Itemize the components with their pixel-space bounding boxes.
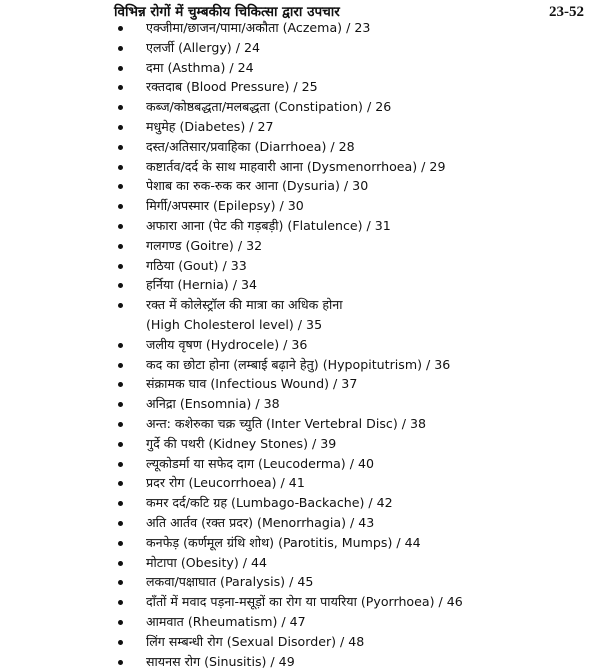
entry-text: संक्रामक घाव (Infectious Wound) / 37	[146, 374, 357, 394]
entry-text: मधुमेह (Diabetes) / 27	[146, 117, 274, 137]
entry-text: जलीय वृषण (Hydrocele) / 36	[146, 335, 307, 355]
entry-text: एक्जीमा/छाजन/पामा/अकौता (Aczema) / 23	[146, 18, 370, 38]
entry-text: लिंग सम्बन्धी रोग (Sexual Disorder) / 48	[146, 632, 364, 652]
contents-entry	[0, 58, 600, 78]
page-range: 23-52	[549, 3, 584, 21]
contents-entry	[0, 572, 600, 592]
bullet-icon	[118, 521, 123, 526]
contents-entry	[0, 533, 600, 553]
contents-entry	[0, 256, 600, 276]
contents-entry	[0, 196, 600, 216]
bullet-icon	[118, 303, 123, 308]
contents-entry	[0, 236, 600, 256]
bullet-icon	[118, 561, 123, 566]
bullet-icon	[118, 501, 123, 506]
entry-text: हर्निया (Hernia) / 34	[146, 275, 257, 295]
contents-entry	[0, 137, 600, 157]
bullet-icon	[118, 26, 123, 31]
entry-text: एलर्जी (Allergy) / 24	[146, 38, 260, 58]
entry-text: दस्त/अतिसार/प्रवाहिका (Diarrhoea) / 28	[146, 137, 355, 157]
bullet-icon	[118, 660, 123, 665]
contents-entry	[0, 473, 600, 493]
bullet-icon	[118, 145, 123, 150]
entry-text: मिर्गी/अपस्मार (Epilepsy) / 30	[146, 196, 304, 216]
entry-text: अन्त: कशेरुका चक्र च्युति (Inter Vertebral Disc) / 38	[146, 414, 426, 434]
contents-entry	[0, 335, 600, 355]
contents-entry	[0, 275, 600, 295]
entry-text: गुर्दे की पथरी (Kidney Stones) / 39	[146, 434, 336, 454]
contents-entry	[0, 38, 600, 58]
contents-entry	[0, 77, 600, 97]
contents-entry	[0, 553, 600, 573]
entry-text: ल्यूकोडर्मा या सफेद दाग (Leucoderma) / 40	[146, 454, 374, 474]
bullet-icon	[118, 600, 123, 605]
contents-entry	[0, 612, 600, 632]
entry-text: गठिया (Gout) / 33	[146, 256, 247, 276]
entry-text: दमा (Asthma) / 24	[146, 58, 254, 78]
bullet-icon	[118, 580, 123, 585]
contents-entry	[0, 295, 600, 315]
contents-entry	[0, 394, 600, 414]
entry-text: रक्तदाब (Blood Pressure) / 25	[146, 77, 318, 97]
entry-text: अति आर्तव (रक्त प्रदर) (Menorrhagia) / 43	[146, 513, 374, 533]
section-title: विभिन्न रोगों में चुम्बकीय चिकित्सा द्वारा उपचार	[114, 3, 340, 21]
entry-text: सायनस रोग (Sinusitis) / 49	[146, 652, 295, 671]
entry-text: अनिद्रा (Ensomnia) / 38	[146, 394, 280, 414]
bullet-icon	[118, 165, 123, 170]
bullet-icon	[118, 481, 123, 486]
contents-entry	[0, 117, 600, 137]
bullet-icon	[118, 244, 123, 249]
contents-entry	[0, 216, 600, 236]
bullet-icon	[118, 343, 123, 348]
entry-text: दाँतों में मवाद पड़ना-मसूड़ों का रोग या पायरिया (Pyorrhoea) / 46	[146, 592, 463, 612]
contents-entry-continuation	[0, 315, 600, 335]
contents-entry	[0, 454, 600, 474]
contents-entry	[0, 513, 600, 533]
entry-text: अफारा आना (पेट की गड़बड़ी) (Flatulence) / 31	[146, 216, 391, 236]
entry-text: लकवा/पक्षाघात (Paralysis) / 45	[146, 572, 313, 592]
bullet-icon	[118, 204, 123, 209]
bullet-icon	[118, 224, 123, 229]
bullet-icon	[118, 620, 123, 625]
bullet-icon	[118, 184, 123, 189]
contents-entry	[0, 18, 600, 38]
bullet-icon	[118, 46, 123, 51]
entry-text: आमवात (Rheumatism) / 47	[146, 612, 306, 632]
contents-entry	[0, 493, 600, 513]
entry-text: प्रदर रोग (Leucorrhoea) / 41	[146, 473, 305, 493]
bullet-icon	[118, 125, 123, 130]
entry-text: गलगण्ड (Goitre) / 32	[146, 236, 262, 256]
entry-text: (High Cholesterol level) / 35	[146, 315, 322, 335]
bullet-icon	[118, 422, 123, 427]
contents-entry	[0, 355, 600, 375]
bullet-icon	[118, 442, 123, 447]
bullet-icon	[118, 541, 123, 546]
contents-entry	[0, 434, 600, 454]
bullet-icon	[118, 264, 123, 269]
bullet-icon	[118, 105, 123, 110]
entry-text: कमर दर्द/कटि ग्रह (Lumbago-Backache) / 42	[146, 493, 393, 513]
contents-entry	[0, 374, 600, 394]
contents-entry	[0, 97, 600, 117]
entry-text: कष्टार्तव/दर्द के साथ माहवारी आना (Dysmenorrhoea) / 29	[146, 157, 445, 177]
bullet-icon	[118, 462, 123, 467]
contents-entry	[0, 414, 600, 434]
entry-text: कद का छोटा होना (लम्बाई बढ़ाने हेतु) (Hypopitutrism) / 36	[146, 355, 450, 375]
entry-text: कब्ज/कोष्ठबद्धता/मलबद्धता (Constipation) / 26	[146, 97, 391, 117]
contents-entry	[0, 176, 600, 196]
contents-list	[0, 18, 600, 671]
bullet-icon	[118, 640, 123, 645]
bullet-icon	[118, 363, 123, 368]
entry-text: कनफेड़ (कर्णमूल ग्रंथि शोथ) (Parotitis, Mumps) / 44	[146, 533, 421, 553]
entry-text: रक्त में कोलेस्ट्रॉल की मात्रा का अधिक होना	[146, 295, 343, 315]
contents-entry	[0, 652, 600, 671]
entry-text: मोटापा (Obesity) / 44	[146, 553, 267, 573]
bullet-icon	[118, 382, 123, 387]
contents-entry	[0, 157, 600, 177]
bullet-icon	[118, 85, 123, 90]
contents-entry	[0, 632, 600, 652]
entry-text: पेशाब का रुक-रुक कर आना (Dysuria) / 30	[146, 176, 368, 196]
contents-entry	[0, 592, 600, 612]
bullet-icon	[118, 283, 123, 288]
bullet-icon	[118, 66, 123, 71]
bullet-icon	[118, 402, 123, 407]
